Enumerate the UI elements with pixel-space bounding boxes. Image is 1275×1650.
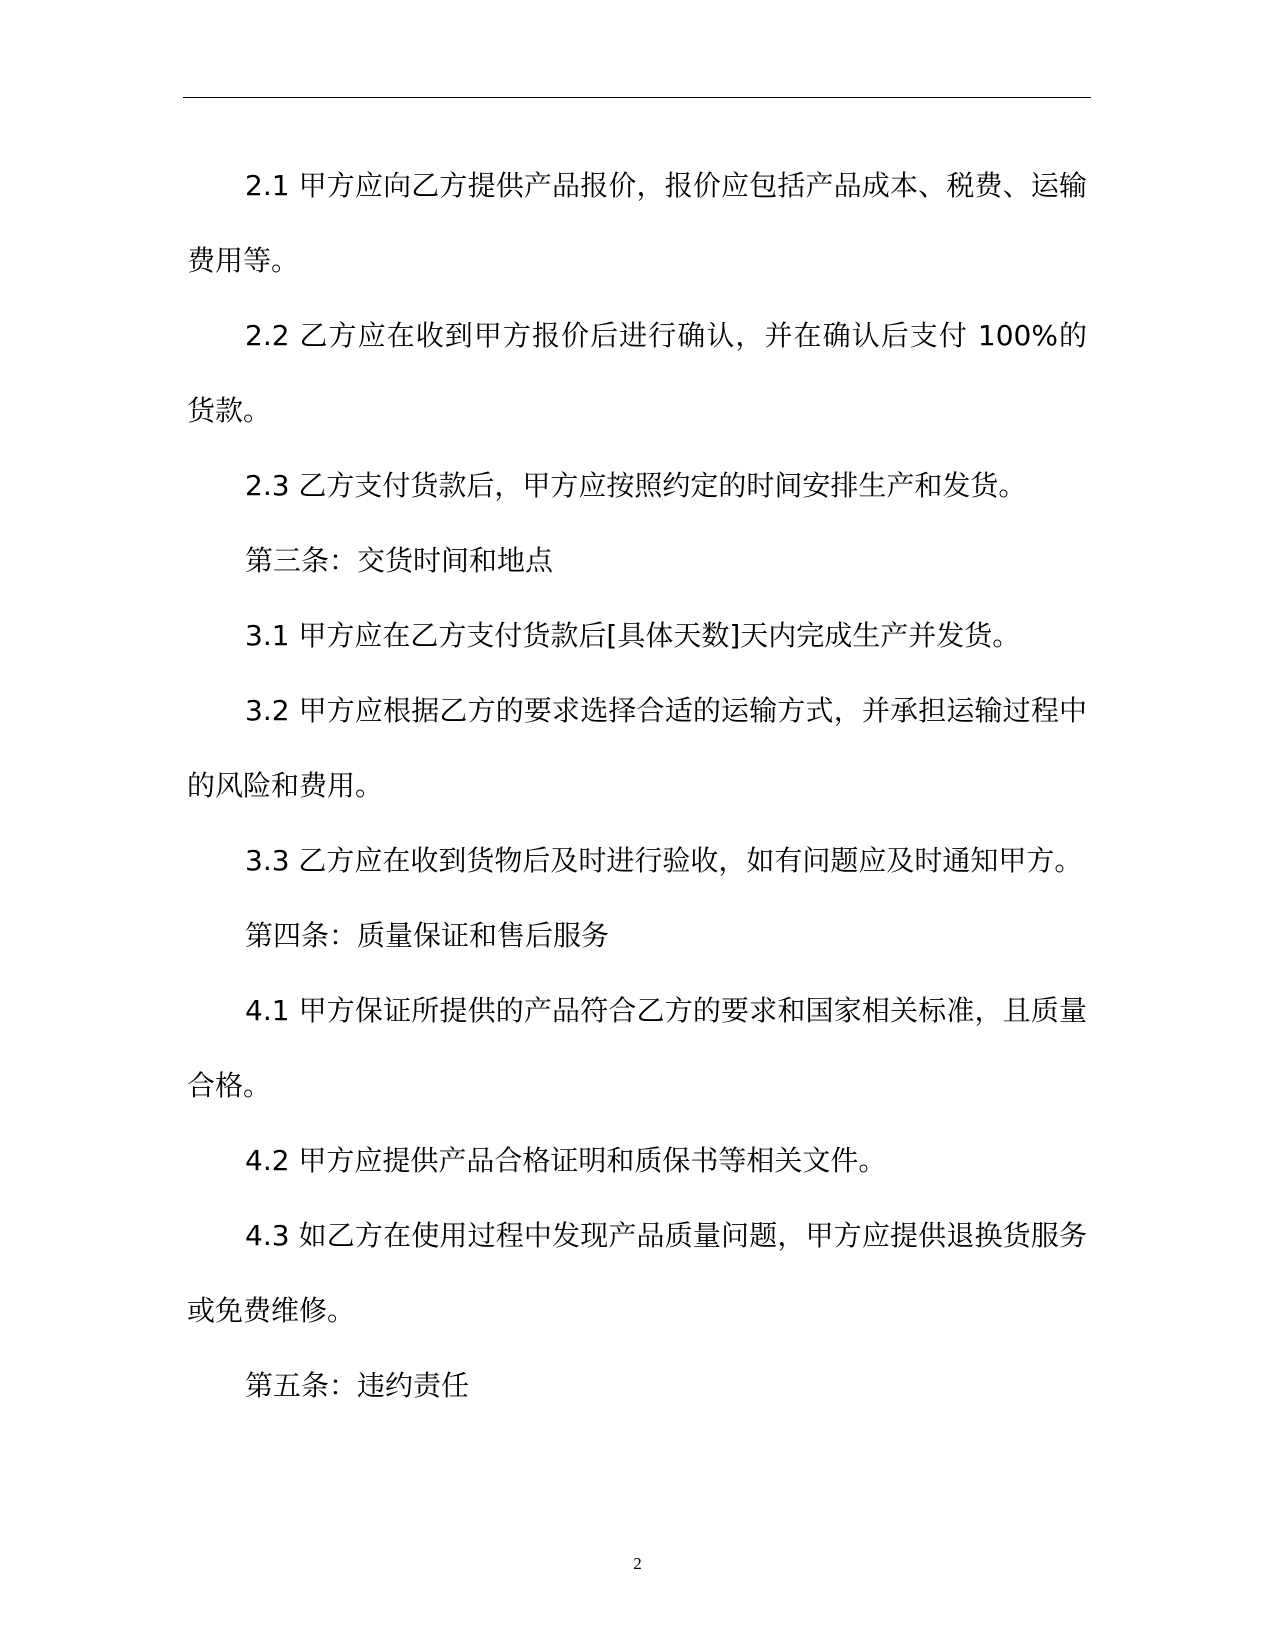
clause-4-1: 4.1 甲方保证所提供的产品符合乙方的要求和国家相关标准，且质量合格。 <box>187 994 1087 1102</box>
page-number: 2 <box>633 1554 642 1573</box>
clause-2-3: 2.3 乙方支付货款后，甲方应按照约定的时间安排生产和发货。 <box>245 469 1027 502</box>
clause-2-2: 2.2 乙方应在收到甲方报价后进行确认，并在确认后支付 100%的货款。 <box>187 319 1087 427</box>
header-rule <box>183 97 1091 98</box>
clause-3-2: 3.2 甲方应根据乙方的要求选择合适的运输方式，并承担运输过程中的风险和费用。 <box>187 694 1087 802</box>
document-body <box>187 148 1087 1423</box>
clause-3-3: 3.3 乙方应在收到货物后及时进行验收，如有问题应及时通知甲方。 <box>245 844 1083 877</box>
article-3-heading: 第三条：交货时间和地点 <box>245 544 554 577</box>
clause-4-2: 4.2 甲方应提供产品合格证明和质保书等相关文件。 <box>245 1144 887 1177</box>
clause-3-1: 3.1 甲方应在乙方支付货款后[具体天数]天内完成生产并发货。 <box>245 619 1021 652</box>
article-5-heading: 第五条：违约责任 <box>245 1369 470 1402</box>
clause-2-1: 2.1 甲方应向乙方提供产品报价，报价应包括产品成本、税费、运输费用等。 <box>187 169 1087 277</box>
article-4-heading: 第四条：质量保证和售后服务 <box>245 919 610 952</box>
clause-4-3: 4.3 如乙方在使用过程中发现产品质量问题，甲方应提供退换货服务或免费维修。 <box>187 1219 1087 1327</box>
